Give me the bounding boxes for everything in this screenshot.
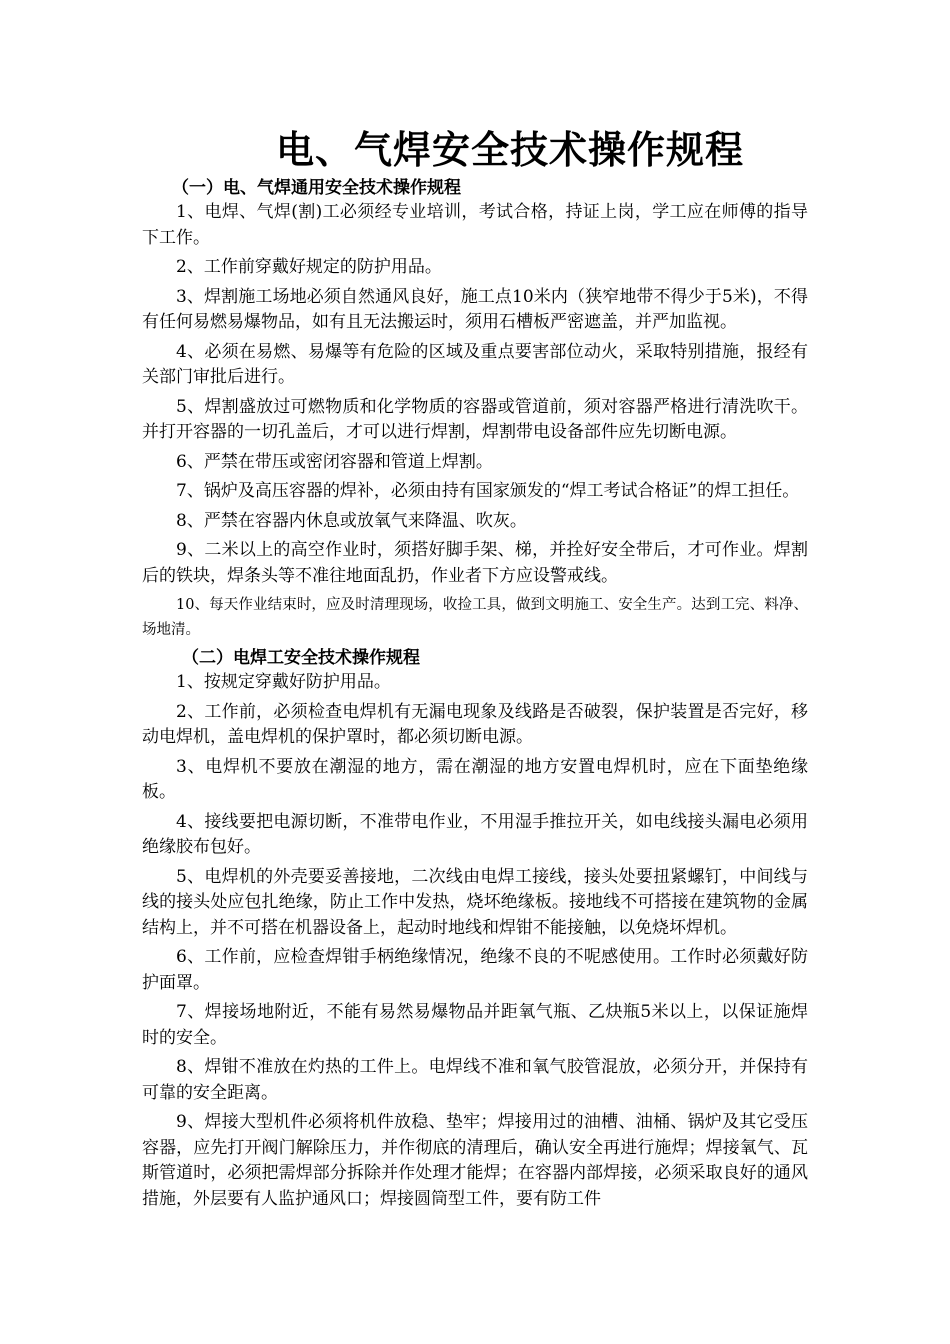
document-body bbox=[142, 176, 808, 1216]
paragraph: 5、电焊机的外壳要妥善接地，二次线由电焊工接线，接头处要扭紧螺钉，中间线与线的接头处应包扎绝缘，防止工作中发热，烧坏绝缘板。接地线不可搭接在建筑物的金属结构上，并不可搭在机器设备上，起动时地线和焊钳不能接触，以免烧坏焊机。 bbox=[142, 866, 808, 938]
paragraph: 4、必须在易燃、易爆等有危险的区域及重点要害部位动火，采取特别措施，报经有关部门审批后进行。 bbox=[142, 341, 808, 387]
paragraph: 6、严禁在带压或密闭容器和管道上焊割。 bbox=[176, 451, 493, 472]
paragraph: 1、电焊、气焊(割)工必须经专业培训，考试合格，持证上岗，学工应在师傅的指导下工作。 bbox=[142, 202, 808, 248]
paragraph: 2、工作前穿戴好规定的防护用品。 bbox=[176, 257, 442, 277]
document-title: 电、气焊安全技术操作规程 bbox=[276, 127, 745, 172]
paragraph: 8、严禁在容器内休息或放氧气来降温、吹灰。 bbox=[176, 510, 527, 531]
paragraph: 2、工作前，必须检查电焊机有无漏电现象及线路是否破裂，保护装置是否完好，移动电焊机，盖电焊机的保护罩时，都必须切断电源。 bbox=[142, 701, 808, 747]
paragraph: 10、每天作业结束时，应及时清理现场，收捡工具，做到文明施工、安全生产。达到工完、料净、场地清。 bbox=[142, 597, 808, 638]
paragraph: 4、接线要把电源切断，不准带电作业，不用湿手推拉开关，如电线接头漏电必须用绝缘胶布包好。 bbox=[142, 811, 808, 857]
paragraph: 7、锅炉及高压容器的焊补，必须由持有国家颁发的“焊工考试合格证”的焊工担任。 bbox=[176, 481, 800, 501]
paragraph: 8、焊钳不准放在灼热的工件上。电焊线不准和氧气胶管混放，必须分开，并保持有可靠的安全距离。 bbox=[142, 1057, 808, 1103]
paragraph: 3、焊割施工场地必须自然通风良好，施工点10米内（狭窄地带不得少于5米)，不得有任何易燃易爆物品，如有且无法搬运时，须用石槽板严密遮盖，并严加监视。 bbox=[142, 286, 808, 332]
paragraph: 6、工作前，应检查焊钳手柄绝缘情况，绝缘不良的不呢感使用。工作时必须戴好防护面罩。 bbox=[142, 947, 808, 993]
paragraph: 1、按规定穿戴好防护用品。 bbox=[176, 672, 391, 692]
paragraph: 7、焊接场地附近，不能有易然易爆物品并距氧气瓶、乙炔瓶5米以上，以保证施焊时的安全。 bbox=[142, 1002, 808, 1048]
section-heading-general: （一）电、气焊通用安全技术操作规程 bbox=[172, 178, 461, 198]
paragraph: 9、焊接大型机件必须将机件放稳、垫牢；焊接用过的油槽、油桶、锅炉及其它受压容器，应先打开阀门解除压力，并作彻底的清理后，确认安全再进行施焊；焊接氧气、瓦斯管道时，必须把需焊部分拆除并作处理才能焊；在容器内部焊接，必须采取良好的通风措施，外层要有人监护通风口；焊接圆筒型工件，要有防工件 bbox=[142, 1112, 808, 1209]
paragraph: 5、焊割盛放过可燃物质和化学物质的容器或管道前，须对容器严格进行清洗吹干。并打开容器的一切孔盖后，才可以进行焊割，焊割带电设备部件应先切断电源。 bbox=[142, 396, 808, 442]
paragraph: 9、二米以上的高空作业时，须搭好脚手架、梯，并拴好安全带后，才可作业。焊割后的铁块，焊条头等不准往地面乱扔，作业者下方应设警戒线。 bbox=[142, 540, 808, 586]
section-heading-electric-welder: （二）电焊工安全技术操作规程 bbox=[182, 648, 420, 668]
paragraph: 3、电焊机不要放在潮湿的地方，需在潮湿的地方安置电焊机时，应在下面垫绝缘板。 bbox=[142, 756, 808, 802]
